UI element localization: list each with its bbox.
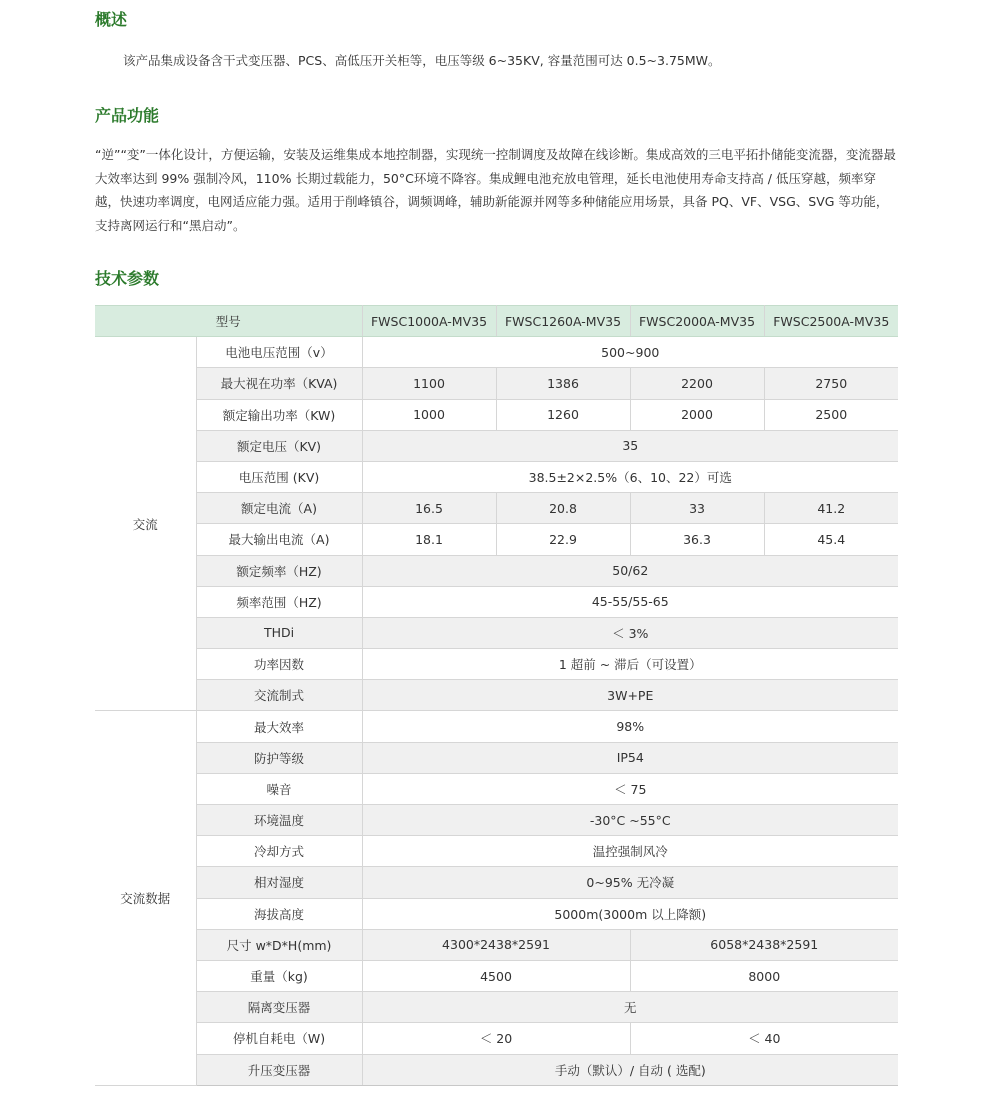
param-label: 电压范围 (KV) (196, 461, 362, 492)
model-header-cell: FWSC1260A-MV35 (496, 306, 630, 337)
table-row (95, 337, 898, 368)
param-value: 45.4 (764, 524, 898, 555)
param-value: 22.9 (496, 524, 630, 555)
table-row (95, 805, 898, 836)
param-label: 海拔高度 (196, 898, 362, 929)
table-header-row (95, 306, 898, 337)
param-value: 35 (362, 430, 898, 461)
model-header-cell: FWSC2500A-MV35 (764, 306, 898, 337)
table-row (95, 1054, 898, 1085)
param-value: ＜ 3% (362, 617, 898, 648)
param-value: ＜ 20 (362, 1023, 630, 1054)
param-label: 尺寸 w*D*H(mm) (196, 929, 362, 960)
table-row (95, 493, 898, 524)
group-label: 交流 (95, 337, 196, 711)
param-label: 隔离变压器 (196, 992, 362, 1023)
param-value: 98% (362, 711, 898, 742)
table-row (95, 617, 898, 648)
param-value: 2200 (630, 368, 764, 399)
table-row (95, 960, 898, 991)
param-label: 噪音 (196, 773, 362, 804)
param-value: ＜ 40 (630, 1023, 898, 1054)
param-value: 5000m(3000m 以上降额) (362, 898, 898, 929)
param-value: 1260 (496, 399, 630, 430)
model-header-cell: FWSC2000A-MV35 (630, 306, 764, 337)
param-value: 4500 (362, 960, 630, 991)
param-value: 33 (630, 493, 764, 524)
param-value: 16.5 (362, 493, 496, 524)
param-value: 1000 (362, 399, 496, 430)
param-value: -30°C ~55°C (362, 805, 898, 836)
param-label: 停机自耗电（W) (196, 1023, 362, 1054)
param-value: 2750 (764, 368, 898, 399)
table-row (95, 430, 898, 461)
param-value: ＜ 75 (362, 773, 898, 804)
param-label: 升压变压器 (196, 1054, 362, 1085)
spec-table-body (95, 337, 898, 1086)
param-value: 1100 (362, 368, 496, 399)
param-label: 额定输出功率（KW) (196, 399, 362, 430)
table-row (95, 992, 898, 1023)
param-value: 41.2 (764, 493, 898, 524)
param-label: 最大视在功率（KVA) (196, 368, 362, 399)
table-row (95, 836, 898, 867)
table-row (95, 929, 898, 960)
overview-title: 概述 (95, 10, 128, 29)
table-row (95, 586, 898, 617)
table-row (95, 649, 898, 680)
param-value: 8000 (630, 960, 898, 991)
param-label: 冷却方式 (196, 836, 362, 867)
param-value: 45-55/55-65 (362, 586, 898, 617)
param-value: 无 (362, 992, 898, 1023)
table-row (95, 867, 898, 898)
param-label: 额定频率（HZ) (196, 555, 362, 586)
param-value: 50/62 (362, 555, 898, 586)
param-value: IP54 (362, 742, 898, 773)
param-value: 36.3 (630, 524, 764, 555)
table-row (95, 898, 898, 929)
param-label: 交流制式 (196, 680, 362, 711)
table-row (95, 555, 898, 586)
model-header-cell: FWSC1000A-MV35 (362, 306, 496, 337)
table-row (95, 461, 898, 492)
table-row (95, 368, 898, 399)
param-label: 重量（kg) (196, 960, 362, 991)
table-row (95, 680, 898, 711)
param-label: 最大效率 (196, 711, 362, 742)
overview-text: 该产品集成设备含干式变压器、PCS、高低压开关柜等，电压等级 6~35KV, 容量范围可达 0.5~3.75MW。 (123, 53, 721, 68)
param-label: 频率范围（HZ) (196, 586, 362, 617)
param-label: THDi (196, 617, 362, 648)
param-label: 额定电压（KV) (196, 430, 362, 461)
param-value: 3W+PE (362, 680, 898, 711)
param-label: 电池电压范围（v） (196, 337, 362, 368)
param-value: 6058*2438*2591 (630, 929, 898, 960)
spec-table (95, 305, 898, 1086)
table-row (95, 1023, 898, 1054)
param-value: 2500 (764, 399, 898, 430)
param-value: 38.5±2×2.5%（6、10、22）可选 (362, 461, 898, 492)
param-value: 1386 (496, 368, 630, 399)
param-label: 最大输出电流（A) (196, 524, 362, 555)
param-label: 功率因数 (196, 649, 362, 680)
param-value: 4300*2438*2591 (362, 929, 630, 960)
param-label: 环境温度 (196, 805, 362, 836)
param-value: 2000 (630, 399, 764, 430)
param-value: 0~95% 无冷凝 (362, 867, 898, 898)
table-row (95, 399, 898, 430)
table-row (95, 773, 898, 804)
param-value: 手动（默认）/ 自动 ( 选配) (362, 1054, 898, 1085)
param-value: 18.1 (362, 524, 496, 555)
param-value: 20.8 (496, 493, 630, 524)
param-label: 相对湿度 (196, 867, 362, 898)
group-label: 交流数据 (95, 711, 196, 1085)
features-title: 产品功能 (95, 106, 160, 125)
table-row (95, 711, 898, 742)
table-row (95, 524, 898, 555)
table-row (95, 742, 898, 773)
features-text: “逆”“变”一体化设计，方便运输，安装及运维集成本地控制器，实现统一控制调度及故障在线诊断。集成高效的三电平拓扑储能变流器，变流器最大效率达到 99% 强制冷风，110% 长期过载能力，50°C环境不降容。集成鲤电池充放电管理，延长电池使用寿命支持高 / 低压穿越，频率穿越，快速功率调度，电网适应能力强。适用于削峰镇谷，调频调峰，辅助新能源并网等多种储能应用场景，具备 PQ、VF、VSG、SVG 等功能，支持离网运行和“黑启动”。 (95, 147, 896, 233)
param-value: 1 超前 ~ 滞后（可设置） (362, 649, 898, 680)
param-label: 防护等级 (196, 742, 362, 773)
param-value: 500~900 (362, 337, 898, 368)
model-header: 型号 (95, 306, 362, 337)
specs-title: 技术参数 (95, 269, 160, 288)
param-label: 额定电流（A) (196, 493, 362, 524)
param-value: 温控强制风冷 (362, 836, 898, 867)
